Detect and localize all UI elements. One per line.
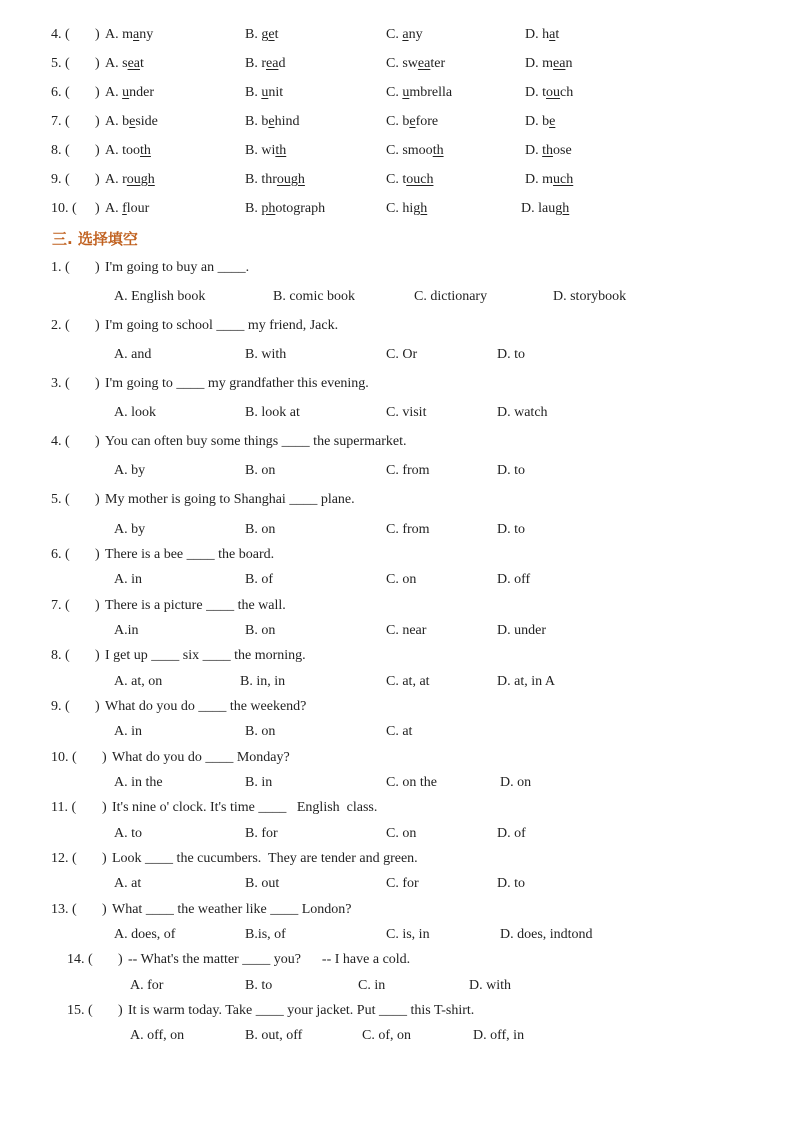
option: B. comic book	[273, 289, 356, 304]
word-part: t	[542, 85, 547, 100]
underlined-letters: th	[542, 143, 554, 158]
option-prefix: B.	[245, 172, 262, 187]
word-part: ose	[553, 143, 572, 158]
option	[245, 85, 283, 101]
option-prefix: D.	[525, 114, 543, 129]
option: A.in	[114, 623, 139, 638]
option: C. for	[386, 876, 419, 891]
option-prefix: C.	[386, 201, 403, 216]
option: C. at, at	[386, 674, 430, 689]
answer-blank[interactable]	[79, 902, 101, 920]
question-number: 4. (	[51, 27, 70, 42]
option: A. by	[114, 522, 146, 537]
option-prefix: C.	[386, 56, 403, 71]
underlined-letters: a	[549, 27, 556, 42]
option: C. from	[386, 522, 430, 537]
underlined-letters: a	[402, 27, 409, 42]
option: B. with	[245, 347, 287, 362]
question-number: 2. (	[51, 318, 70, 333]
option-prefix: B.	[245, 85, 262, 100]
answer-blank[interactable]	[71, 172, 93, 190]
option: A. to	[114, 826, 142, 841]
option: A. and	[114, 347, 152, 362]
option-prefix: B.	[245, 114, 262, 129]
option: A. by	[114, 463, 146, 478]
option: D. under	[497, 623, 546, 638]
option	[525, 172, 573, 188]
option: B. on	[245, 522, 276, 537]
question-text: What ____ the weather like ____ London?	[112, 902, 352, 917]
word-part: n	[565, 56, 573, 71]
question-number: 4. (	[51, 434, 70, 449]
option-prefix: D.	[525, 172, 543, 187]
question-number: 7. (	[51, 598, 70, 613]
option	[386, 143, 444, 159]
answer-blank[interactable]	[71, 648, 93, 666]
word-part: b	[402, 114, 410, 129]
word-part: fore	[415, 114, 439, 129]
option	[525, 85, 573, 101]
option	[245, 114, 299, 130]
close-paren: )	[95, 56, 100, 71]
underlined-letters: ough	[126, 172, 155, 187]
answer-blank[interactable]	[79, 750, 101, 768]
option: D. off	[497, 572, 531, 587]
option-prefix: A.	[105, 85, 123, 100]
option: C. in	[358, 978, 386, 993]
question-text: You can often buy some things ____ the supermarket.	[105, 434, 407, 449]
underlined-letters: ouch	[406, 172, 434, 187]
word-part: hi	[402, 201, 414, 216]
option: D. with	[469, 978, 511, 993]
option: A. in the	[114, 775, 163, 790]
option: C. at	[386, 724, 413, 739]
option: C. on the	[386, 775, 437, 790]
option: C. near	[386, 623, 427, 638]
option: C. dictionary	[414, 289, 488, 304]
answer-blank[interactable]	[71, 85, 93, 103]
option	[386, 27, 423, 43]
option-prefix: D.	[525, 56, 543, 71]
close-paren: )	[95, 699, 100, 714]
underlined-letters: ph	[261, 201, 276, 216]
option: A. in	[114, 572, 142, 587]
answer-blank[interactable]	[71, 260, 93, 278]
word-part: g	[261, 27, 269, 42]
word-part: r	[261, 56, 267, 71]
close-paren: )	[102, 800, 107, 815]
answer-blank[interactable]	[71, 114, 93, 132]
underlined-letters: a	[133, 27, 140, 42]
option-prefix: C.	[386, 114, 403, 129]
answer-blank[interactable]	[71, 699, 93, 717]
question-number: 15. (	[67, 1003, 93, 1018]
option-prefix: C.	[386, 85, 403, 100]
close-paren: )	[95, 172, 100, 187]
section-title: 三. 选择填空	[52, 230, 138, 248]
question-number: 9. (	[51, 172, 70, 187]
question-text: There is a picture ____ the wall.	[105, 598, 286, 613]
option	[525, 56, 572, 72]
close-paren: )	[95, 27, 100, 42]
underlined-letters: th	[275, 143, 287, 158]
question-text: Look ____ the cucumbers. They are tender and green.	[112, 851, 418, 866]
question-number: 7. (	[51, 114, 70, 129]
question-number: 5. (	[51, 492, 70, 507]
option-prefix: A.	[105, 172, 123, 187]
option	[525, 114, 555, 130]
option	[386, 172, 433, 188]
close-paren: )	[102, 902, 107, 917]
answer-blank[interactable]	[79, 851, 101, 869]
question-text: I'm going to buy an ____.	[105, 260, 250, 275]
option: C. is, in	[386, 927, 430, 942]
option: B.is, of	[245, 927, 286, 942]
close-paren: )	[95, 376, 100, 391]
option: B. out	[245, 876, 280, 891]
close-paren: )	[95, 201, 100, 216]
option	[245, 172, 305, 188]
option: C. Or	[386, 347, 418, 362]
underlined-letters: ea	[417, 56, 431, 71]
option	[521, 201, 569, 217]
question-text: It's nine o' clock. It's time ____ English class.	[112, 800, 378, 815]
word-part: side	[135, 114, 158, 129]
option: A. at	[114, 876, 142, 891]
word-part: wi	[261, 143, 276, 158]
option-prefix: B.	[245, 143, 262, 158]
option	[245, 56, 285, 72]
option	[386, 85, 452, 101]
word-part: d	[278, 56, 286, 71]
word-part: ter	[430, 56, 446, 71]
option: A. does, of	[114, 927, 176, 942]
underlined-letters: th	[140, 143, 151, 158]
option	[105, 201, 149, 217]
word-part: b	[122, 114, 130, 129]
close-paren: )	[95, 143, 100, 158]
option: D. on	[500, 775, 532, 790]
question-number: 8. (	[51, 648, 70, 663]
option: B. out, off	[245, 1028, 303, 1043]
answer-blank[interactable]	[71, 598, 93, 616]
option	[105, 143, 151, 159]
close-paren: )	[95, 114, 100, 129]
close-paren: )	[95, 85, 100, 100]
option-prefix: A.	[105, 143, 123, 158]
close-paren: )	[95, 598, 100, 613]
option: D. to	[497, 347, 525, 362]
answer-blank[interactable]	[95, 952, 117, 970]
option	[245, 27, 278, 43]
option	[105, 85, 154, 101]
option	[386, 114, 438, 130]
word-part: t	[140, 56, 144, 71]
underlined-letters: ough	[276, 172, 305, 187]
word-part: lour	[126, 201, 150, 216]
word-part: otograph	[275, 201, 326, 216]
question-text: -- What's the matter ____ you? -- I have a cold.	[128, 952, 411, 967]
close-paren: )	[95, 260, 100, 275]
question-number: 3. (	[51, 376, 70, 391]
word-part: nit	[268, 85, 284, 100]
question-text: I'm going to school ____ my friend, Jack.	[105, 318, 339, 333]
option: D. does, indtond	[500, 927, 593, 942]
word-part: r	[122, 172, 127, 187]
option-prefix: A.	[105, 114, 123, 129]
option	[105, 172, 155, 188]
word-part: thr	[261, 172, 277, 187]
question-number: 11. (	[51, 800, 77, 815]
option-prefix: C.	[386, 172, 403, 187]
word-part: h	[542, 27, 550, 42]
close-paren: )	[95, 434, 100, 449]
question-text: I get up ____ six ____ the morning.	[105, 648, 306, 663]
close-paren: )	[102, 750, 107, 765]
close-paren: )	[95, 318, 100, 333]
word-part: ny	[408, 27, 423, 42]
underlined-letters: th	[432, 143, 444, 158]
option: A. look	[114, 405, 156, 420]
question-number: 6. (	[51, 547, 70, 562]
answer-blank[interactable]	[79, 800, 101, 818]
option	[386, 56, 445, 72]
underlined-letters: e	[268, 114, 275, 129]
option: D. to	[497, 522, 525, 537]
close-paren: )	[118, 1003, 123, 1018]
word-part: s	[122, 56, 128, 71]
question-number: 10. (	[51, 201, 77, 216]
option-prefix: D.	[525, 85, 543, 100]
underlined-letters: ea	[127, 56, 141, 71]
answer-blank[interactable]	[71, 27, 93, 45]
option: B. look at	[245, 405, 300, 420]
word-part: smoo	[402, 143, 433, 158]
option: D. of	[497, 826, 526, 841]
word-part: ny	[139, 27, 154, 42]
option-prefix: D.	[525, 27, 543, 42]
close-paren: )	[95, 492, 100, 507]
word-part: nder	[129, 85, 155, 100]
option-prefix: B.	[245, 56, 262, 71]
option	[386, 201, 427, 217]
answer-blank[interactable]	[71, 56, 93, 74]
question-text: What do you do ____ Monday?	[112, 750, 290, 765]
answer-blank[interactable]	[95, 1003, 117, 1021]
option-prefix: B.	[245, 201, 262, 216]
close-paren: )	[95, 547, 100, 562]
word-part: too	[122, 143, 141, 158]
answer-blank[interactable]	[71, 376, 93, 394]
option: D. to	[497, 463, 525, 478]
underlined-letters: gh	[555, 201, 570, 216]
option-prefix: A.	[105, 27, 123, 42]
option: A. in	[114, 724, 142, 739]
option: B. to	[245, 978, 273, 993]
option: A. at, on	[114, 674, 163, 689]
underlined-letters: e	[129, 114, 136, 129]
question-text: I'm going to ____ my grandfather this evening.	[105, 376, 369, 391]
answer-blank[interactable]	[71, 434, 93, 452]
question-number: 13. (	[51, 902, 77, 917]
question-text: What do you do ____ the weekend?	[105, 699, 307, 714]
option-prefix: C.	[386, 143, 403, 158]
option	[525, 27, 559, 43]
word-part: hind	[274, 114, 300, 129]
option-prefix: D.	[521, 201, 539, 216]
option: D. storybook	[553, 289, 627, 304]
word-part: m	[542, 56, 554, 71]
answer-blank[interactable]	[71, 547, 93, 565]
question-number: 9. (	[51, 699, 70, 714]
underlined-letters: e	[409, 114, 416, 129]
word-part: sw	[402, 56, 418, 71]
answer-blank[interactable]	[71, 143, 93, 161]
answer-blank[interactable]	[71, 492, 93, 510]
underlined-letters: u	[402, 85, 410, 100]
underlined-letters: e	[268, 27, 275, 42]
question-text: My mother is going to Shanghai ____ plane.	[105, 492, 355, 507]
option: B. on	[245, 623, 276, 638]
question-text: There is a bee ____ the board.	[105, 547, 275, 562]
question-number: 1. (	[51, 260, 70, 275]
option	[105, 27, 153, 43]
option: B. in	[245, 775, 273, 790]
option	[105, 114, 158, 130]
option	[245, 201, 325, 217]
option	[245, 143, 286, 159]
option: A. for	[130, 978, 164, 993]
word-part: t	[402, 172, 407, 187]
underlined-letters: ou	[546, 85, 561, 100]
option: C. on	[386, 826, 417, 841]
word-part: m	[542, 172, 554, 187]
close-paren: )	[95, 648, 100, 663]
word-part: lau	[538, 201, 556, 216]
option: B. on	[245, 724, 276, 739]
option: B. of	[245, 572, 273, 587]
option-prefix: D.	[525, 143, 543, 158]
question-number: 8. (	[51, 143, 70, 158]
question-number: 14. (	[67, 952, 93, 967]
option	[105, 56, 144, 72]
option-prefix: A.	[105, 201, 123, 216]
underlined-letters: uch	[553, 172, 574, 187]
underlined-letters: ea	[553, 56, 566, 71]
underlined-letters: e	[549, 114, 556, 129]
word-part: b	[542, 114, 550, 129]
option: D. watch	[497, 405, 548, 420]
underlined-letters: u	[261, 85, 269, 100]
option: B. for	[245, 826, 278, 841]
option: C. visit	[386, 405, 427, 420]
option-prefix: A.	[105, 56, 123, 71]
question-text: It is warm today. Take ____ your jacket. Put ____ this T-shirt.	[128, 1003, 475, 1018]
word-part: b	[261, 114, 269, 129]
underlined-letters: gh	[413, 201, 428, 216]
close-paren: )	[118, 952, 123, 967]
question-number: 10. (	[51, 750, 77, 765]
question-number: 12. (	[51, 851, 77, 866]
option: D. at, in A	[497, 674, 555, 689]
word-part: t	[274, 27, 279, 42]
option: C. of, on	[362, 1028, 411, 1043]
option: B. on	[245, 463, 276, 478]
close-paren: )	[102, 851, 107, 866]
option: D. to	[497, 876, 525, 891]
underlined-letters: f	[122, 201, 127, 216]
option: A. off, on	[130, 1028, 185, 1043]
question-number: 5. (	[51, 56, 70, 71]
option: A. English book	[114, 289, 206, 304]
option-prefix: B.	[245, 27, 262, 42]
underlined-letters: u	[122, 85, 130, 100]
option: D. off, in	[473, 1028, 525, 1043]
underlined-letters: ea	[266, 56, 279, 71]
answer-blank[interactable]	[71, 318, 93, 336]
option	[525, 143, 572, 159]
option: C. from	[386, 463, 430, 478]
option: C. on	[386, 572, 417, 587]
word-part: m	[122, 27, 134, 42]
option: B. in, in	[240, 674, 286, 689]
question-number: 6. (	[51, 85, 70, 100]
word-part: ch	[560, 85, 574, 100]
word-part: t	[555, 27, 560, 42]
word-part: mbrella	[409, 85, 453, 100]
option-prefix: C.	[386, 27, 403, 42]
